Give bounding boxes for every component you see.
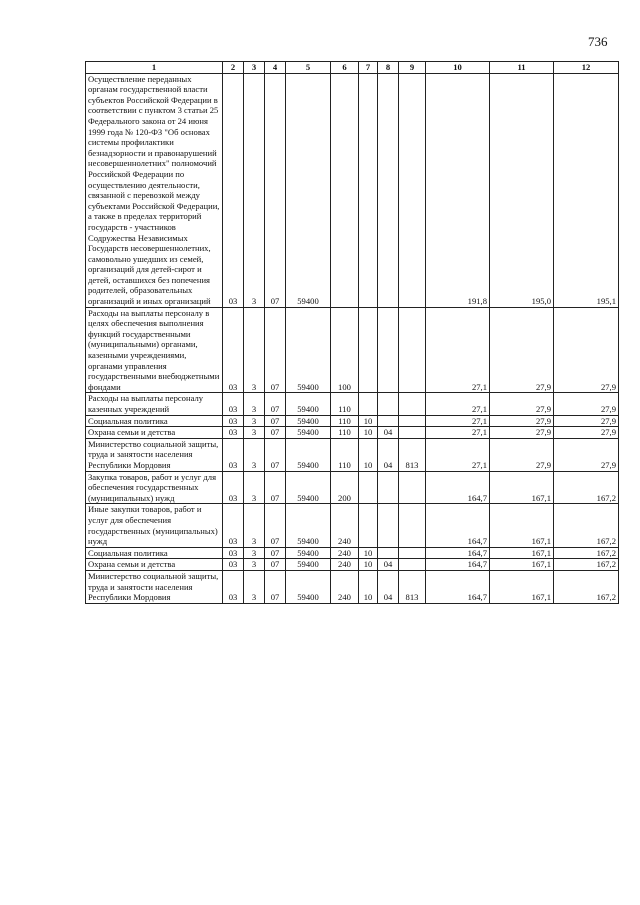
cell-col-9 xyxy=(399,504,426,547)
table-row xyxy=(86,307,619,393)
cell-col-11: 27,9 xyxy=(490,307,554,393)
cell-col-8: 04 xyxy=(378,438,399,471)
cell-col-4: 07 xyxy=(265,547,286,559)
cell-col-2: 03 xyxy=(223,427,244,439)
cell-col-12: 167,2 xyxy=(554,570,619,603)
cell-col-9 xyxy=(399,427,426,439)
cell-col-9 xyxy=(399,559,426,571)
cell-col-5: 59400 xyxy=(286,547,331,559)
cell-col-5: 59400 xyxy=(286,559,331,571)
cell-col-12: 27,9 xyxy=(554,307,619,393)
row-name: Расходы на выплаты персоналу казенных учреждений xyxy=(86,393,223,415)
cell-col-9 xyxy=(399,307,426,393)
table-row xyxy=(86,504,619,547)
row-name: Охрана семьи и детства xyxy=(86,427,223,439)
table-header-row xyxy=(86,62,619,74)
cell-col-8 xyxy=(378,471,399,504)
cell-col-4: 07 xyxy=(265,393,286,415)
cell-col-10: 191,8 xyxy=(426,73,490,307)
cell-col-6: 110 xyxy=(331,427,359,439)
cell-col-2: 03 xyxy=(223,415,244,427)
cell-col-12: 167,2 xyxy=(554,471,619,504)
cell-col-6: 100 xyxy=(331,307,359,393)
cell-col-3: 3 xyxy=(244,393,265,415)
cell-col-2: 03 xyxy=(223,559,244,571)
table-row xyxy=(86,570,619,603)
column-header: 4 xyxy=(265,62,286,74)
cell-col-12: 167,2 xyxy=(554,504,619,547)
cell-col-7: 10 xyxy=(359,559,378,571)
cell-col-8 xyxy=(378,504,399,547)
row-name: Иные закупки товаров, работ и услуг для обеспечения государственных (муниципальных) нужд xyxy=(86,504,223,547)
cell-col-11: 167,1 xyxy=(490,471,554,504)
cell-col-3: 3 xyxy=(244,427,265,439)
cell-col-6: 110 xyxy=(331,393,359,415)
cell-col-5: 59400 xyxy=(286,471,331,504)
cell-col-4: 07 xyxy=(265,427,286,439)
column-header: 5 xyxy=(286,62,331,74)
cell-col-3: 3 xyxy=(244,570,265,603)
cell-col-7: 10 xyxy=(359,438,378,471)
cell-col-6: 200 xyxy=(331,471,359,504)
cell-col-7 xyxy=(359,307,378,393)
table-row xyxy=(86,559,619,571)
cell-col-5: 59400 xyxy=(286,73,331,307)
cell-col-4: 07 xyxy=(265,415,286,427)
cell-col-9: 813 xyxy=(399,438,426,471)
column-header: 6 xyxy=(331,62,359,74)
cell-col-10: 164,7 xyxy=(426,559,490,571)
column-header: 1 xyxy=(86,62,223,74)
cell-col-10: 27,1 xyxy=(426,393,490,415)
column-header: 8 xyxy=(378,62,399,74)
column-header: 3 xyxy=(244,62,265,74)
column-header: 10 xyxy=(426,62,490,74)
cell-col-7: 10 xyxy=(359,427,378,439)
cell-col-7 xyxy=(359,73,378,307)
table-row xyxy=(86,471,619,504)
cell-col-6: 110 xyxy=(331,415,359,427)
cell-col-5: 59400 xyxy=(286,427,331,439)
cell-col-6 xyxy=(331,73,359,307)
row-name: Социальная политика xyxy=(86,415,223,427)
cell-col-8: 04 xyxy=(378,570,399,603)
cell-col-2: 03 xyxy=(223,73,244,307)
cell-col-2: 03 xyxy=(223,307,244,393)
cell-col-3: 3 xyxy=(244,559,265,571)
cell-col-5: 59400 xyxy=(286,307,331,393)
column-header: 11 xyxy=(490,62,554,74)
cell-col-10: 164,7 xyxy=(426,570,490,603)
cell-col-7 xyxy=(359,393,378,415)
column-header: 9 xyxy=(399,62,426,74)
cell-col-10: 164,7 xyxy=(426,547,490,559)
cell-col-11: 27,9 xyxy=(490,438,554,471)
cell-col-10: 164,7 xyxy=(426,471,490,504)
cell-col-5: 59400 xyxy=(286,438,331,471)
cell-col-10: 27,1 xyxy=(426,438,490,471)
cell-col-2: 03 xyxy=(223,504,244,547)
cell-col-2: 03 xyxy=(223,570,244,603)
cell-col-6: 240 xyxy=(331,559,359,571)
table-row xyxy=(86,438,619,471)
row-name: Закупка товаров, работ и услуг для обеспечения государственных (муниципальных) нужд xyxy=(86,471,223,504)
cell-col-3: 3 xyxy=(244,547,265,559)
table-row xyxy=(86,393,619,415)
cell-col-8 xyxy=(378,547,399,559)
cell-col-6: 240 xyxy=(331,547,359,559)
page-number: 736 xyxy=(588,34,608,49)
cell-col-12: 27,9 xyxy=(554,427,619,439)
cell-col-8 xyxy=(378,73,399,307)
cell-col-9 xyxy=(399,547,426,559)
cell-col-8: 04 xyxy=(378,559,399,571)
row-name: Социальная политика xyxy=(86,547,223,559)
cell-col-11: 27,9 xyxy=(490,415,554,427)
cell-col-12: 27,9 xyxy=(554,415,619,427)
cell-col-7: 10 xyxy=(359,570,378,603)
cell-col-3: 3 xyxy=(244,438,265,471)
cell-col-6: 110 xyxy=(331,438,359,471)
cell-col-12: 167,2 xyxy=(554,547,619,559)
cell-col-10: 27,1 xyxy=(426,427,490,439)
row-name: Расходы на выплаты персоналу в целях обеспечения выполнения функций государственными (муниципальными) органами, казенными учреждениями, органами управления государственными внебюджетными фондами xyxy=(86,307,223,393)
cell-col-2: 03 xyxy=(223,438,244,471)
cell-col-2: 03 xyxy=(223,547,244,559)
row-name: Осуществление переданных органам государственной власти субъектов Российской Федерации в соответствии с пунктом 3 статьи 25 Федерального закона от 24 июня 1999 года № 120-ФЗ "Об основах системы профилактики безнадзорности и правонарушений несовершеннолетних" полномочий Российской Федерации по осуществлению деятельности, связанной с перевозкой между субъектами Российской Федерации, а также в пределах территорий государств - участников Содружества Независимых Государств несовершеннолетних, самовольно ушедших из семей, организаций для детей-сирот и детей, оставшихся без попечения родителей, образовательных организаций и иных организаций xyxy=(86,73,223,307)
cell-col-12: 167,2 xyxy=(554,559,619,571)
cell-col-9 xyxy=(399,415,426,427)
table-row xyxy=(86,427,619,439)
column-header: 7 xyxy=(359,62,378,74)
cell-col-3: 3 xyxy=(244,307,265,393)
cell-col-8 xyxy=(378,415,399,427)
row-name: Охрана семьи и детства xyxy=(86,559,223,571)
cell-col-10: 27,1 xyxy=(426,307,490,393)
cell-col-11: 167,1 xyxy=(490,570,554,603)
table-body xyxy=(86,73,619,603)
table-row xyxy=(86,415,619,427)
cell-col-4: 07 xyxy=(265,504,286,547)
cell-col-7 xyxy=(359,471,378,504)
cell-col-3: 3 xyxy=(244,73,265,307)
cell-col-12: 27,9 xyxy=(554,393,619,415)
cell-col-4: 07 xyxy=(265,307,286,393)
cell-col-3: 3 xyxy=(244,471,265,504)
cell-col-4: 07 xyxy=(265,570,286,603)
cell-col-2: 03 xyxy=(223,393,244,415)
cell-col-9 xyxy=(399,73,426,307)
cell-col-4: 07 xyxy=(265,73,286,307)
cell-col-12: 195,1 xyxy=(554,73,619,307)
cell-col-7: 10 xyxy=(359,547,378,559)
cell-col-7: 10 xyxy=(359,415,378,427)
table-row xyxy=(86,73,619,307)
cell-col-5: 59400 xyxy=(286,393,331,415)
cell-col-5: 59400 xyxy=(286,570,331,603)
cell-col-9: 813 xyxy=(399,570,426,603)
budget-table xyxy=(85,61,619,604)
cell-col-11: 167,1 xyxy=(490,547,554,559)
cell-col-6: 240 xyxy=(331,570,359,603)
cell-col-11: 195,0 xyxy=(490,73,554,307)
cell-col-8 xyxy=(378,307,399,393)
cell-col-11: 167,1 xyxy=(490,504,554,547)
row-name: Министерство социальной защиты, труда и занятости населения Республики Мордовия xyxy=(86,570,223,603)
cell-col-3: 3 xyxy=(244,415,265,427)
cell-col-3: 3 xyxy=(244,504,265,547)
cell-col-11: 27,9 xyxy=(490,393,554,415)
cell-col-10: 27,1 xyxy=(426,415,490,427)
cell-col-4: 07 xyxy=(265,471,286,504)
cell-col-5: 59400 xyxy=(286,504,331,547)
cell-col-2: 03 xyxy=(223,471,244,504)
cell-col-8 xyxy=(378,393,399,415)
cell-col-9 xyxy=(399,471,426,504)
cell-col-11: 27,9 xyxy=(490,427,554,439)
cell-col-12: 27,9 xyxy=(554,438,619,471)
cell-col-7 xyxy=(359,504,378,547)
column-header: 12 xyxy=(554,62,619,74)
cell-col-9 xyxy=(399,393,426,415)
cell-col-11: 167,1 xyxy=(490,559,554,571)
cell-col-4: 07 xyxy=(265,559,286,571)
cell-col-4: 07 xyxy=(265,438,286,471)
row-name: Министерство социальной защиты, труда и занятости населения Республики Мордовия xyxy=(86,438,223,471)
cell-col-5: 59400 xyxy=(286,415,331,427)
cell-col-6: 240 xyxy=(331,504,359,547)
column-header: 2 xyxy=(223,62,244,74)
cell-col-10: 164,7 xyxy=(426,504,490,547)
cell-col-8: 04 xyxy=(378,427,399,439)
table-row xyxy=(86,547,619,559)
